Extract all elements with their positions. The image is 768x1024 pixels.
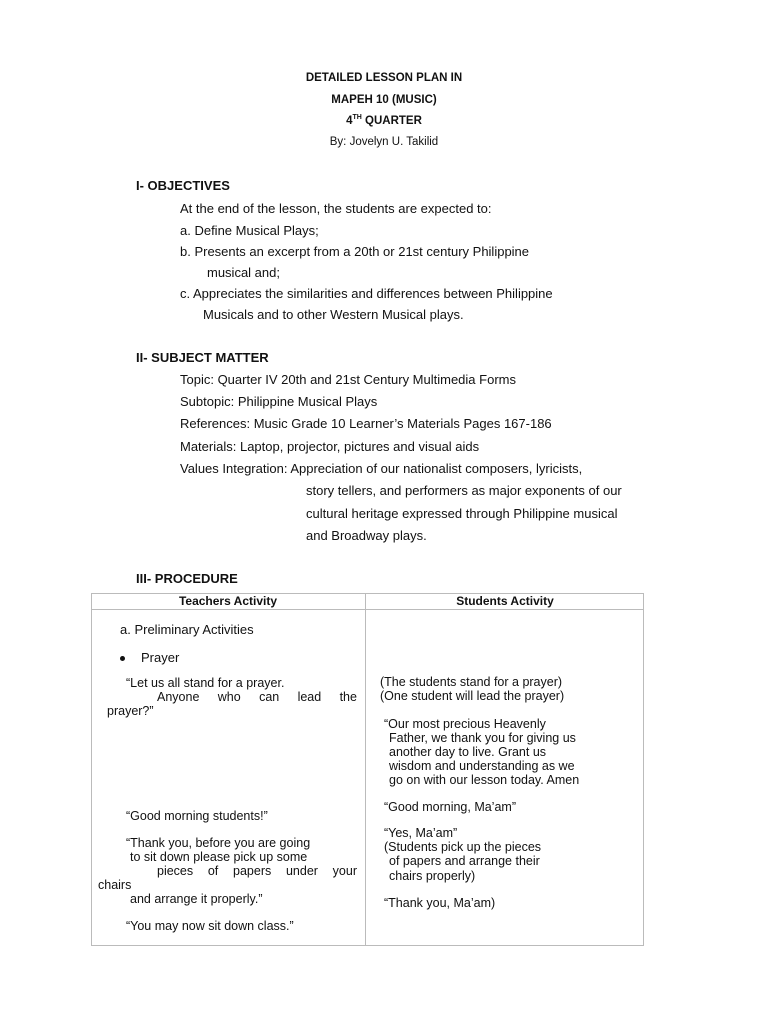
- student-prayer-line2: Father, we thank you for giving us: [389, 731, 576, 745]
- teacher-thanks-word: pieces: [157, 864, 194, 878]
- table-column-divider: [365, 593, 366, 946]
- teacher-let-word: can: [259, 690, 280, 704]
- table-header-divider: [91, 609, 644, 610]
- subject-materials: Materials: Laptop, projector, pictures and visual aids: [180, 439, 480, 454]
- teacher-let-line3: prayer?”: [107, 704, 154, 718]
- teacher-thanks-line5: and arrange it properly.”: [130, 892, 263, 906]
- objectives-heading: I- OBJECTIVES: [136, 178, 230, 193]
- student-pick-line2: of papers and arrange their: [389, 854, 540, 868]
- teacher-thanks-line4: chairs: [98, 878, 132, 892]
- subject-topic: Topic: Quarter IV 20th and 21st Century Multimedia Forms: [180, 372, 516, 387]
- teacher-sit-down: “You may now sit down class.”: [126, 919, 294, 933]
- doc-author: By: Jovelyn U. Takilid: [329, 136, 439, 148]
- subject-heading: II- SUBJECT MATTER: [136, 350, 269, 365]
- subject-values-line4: and Broadway plays.: [306, 528, 427, 543]
- teacher-let-word: lead: [297, 690, 322, 704]
- quarter-number: 4: [346, 114, 353, 127]
- bullet-icon: [120, 656, 125, 661]
- teacher-prayer-label: Prayer: [141, 650, 180, 665]
- doc-title-line1: DETAILED LESSON PLAN IN: [305, 72, 463, 84]
- subject-subtopic: Subtopic: Philippine Musical Plays: [180, 394, 378, 409]
- subject-references: References: Music Grade 10 Learner’s Materials Pages 167-186: [180, 416, 552, 431]
- teacher-prayer-item: [120, 650, 179, 665]
- quarter-word: QUARTER: [361, 114, 422, 127]
- teacher-let-word: the: [339, 690, 357, 704]
- quarter-suffix: TH: [352, 114, 362, 121]
- doc-quarter: [0, 114, 768, 127]
- student-pick-line1: (Students pick up the pieces: [384, 840, 542, 854]
- objectives-intro: At the end of the lesson, the students are expected to:: [180, 201, 492, 216]
- objective-b-line1: b. Presents an excerpt from a 20th or 21st century Philippine: [180, 244, 530, 259]
- teacher-let-line2: [157, 690, 357, 704]
- teacher-prelim: a. Preliminary Activities: [120, 622, 254, 637]
- objective-b-line2: musical and;: [207, 265, 280, 280]
- teacher-thanks-line3: [157, 864, 357, 878]
- teacher-thanks-word: papers: [233, 864, 272, 878]
- teacher-let-line1: “Let us all stand for a prayer.: [126, 676, 285, 690]
- student-prayer-line5: go on with our lesson today. Amen: [389, 773, 580, 787]
- subject-values-line3: cultural heritage expressed through Philippine musical: [306, 506, 618, 521]
- student-lead: (One student will lead the prayer): [380, 689, 565, 703]
- student-pick-line3: chairs properly): [389, 869, 476, 883]
- objective-a: a. Define Musical Plays;: [180, 223, 319, 238]
- teacher-thanks-word: your: [332, 864, 357, 878]
- teacher-thanks-line1: “Thank you, before you are going: [126, 836, 311, 850]
- column-header-teacher: Teachers Activity: [178, 594, 278, 608]
- objective-c-line1: c. Appreciates the similarities and differences between Philippine: [180, 286, 553, 301]
- student-stand: (The students stand for a prayer): [380, 675, 563, 689]
- student-prayer-line3: another day to live. Grant us: [389, 745, 547, 759]
- teacher-let-word: Anyone: [157, 690, 200, 704]
- student-yes: “Yes, Ma’am”: [384, 826, 458, 840]
- teacher-let-word: who: [217, 690, 241, 704]
- subject-values-line1: Values Integration: Appreciation of our nationalist composers, lyricists,: [180, 461, 583, 476]
- student-thanks: “Thank you, Ma’am): [384, 896, 496, 910]
- subject-values-line2: story tellers, and performers as major exponents of our: [306, 483, 622, 498]
- student-good-morning: “Good morning, Ma’am”: [384, 800, 516, 814]
- teacher-thanks-word: under: [285, 864, 318, 878]
- doc-title-line2: MAPEH 10 (MUSIC): [331, 94, 437, 106]
- student-prayer-line4: wisdom and understanding as we: [389, 759, 575, 773]
- student-prayer-line1: “Our most precious Heavenly: [384, 717, 546, 731]
- teacher-good-morning: “Good morning students!”: [126, 809, 268, 823]
- teacher-thanks-line2: to sit down please pick up some: [130, 850, 308, 864]
- teacher-thanks-word: of: [207, 864, 219, 878]
- procedure-heading: III- PROCEDURE: [136, 571, 238, 586]
- objective-c-line2: Musicals and to other Western Musical plays.: [203, 307, 464, 322]
- column-header-student: Students Activity: [456, 594, 554, 608]
